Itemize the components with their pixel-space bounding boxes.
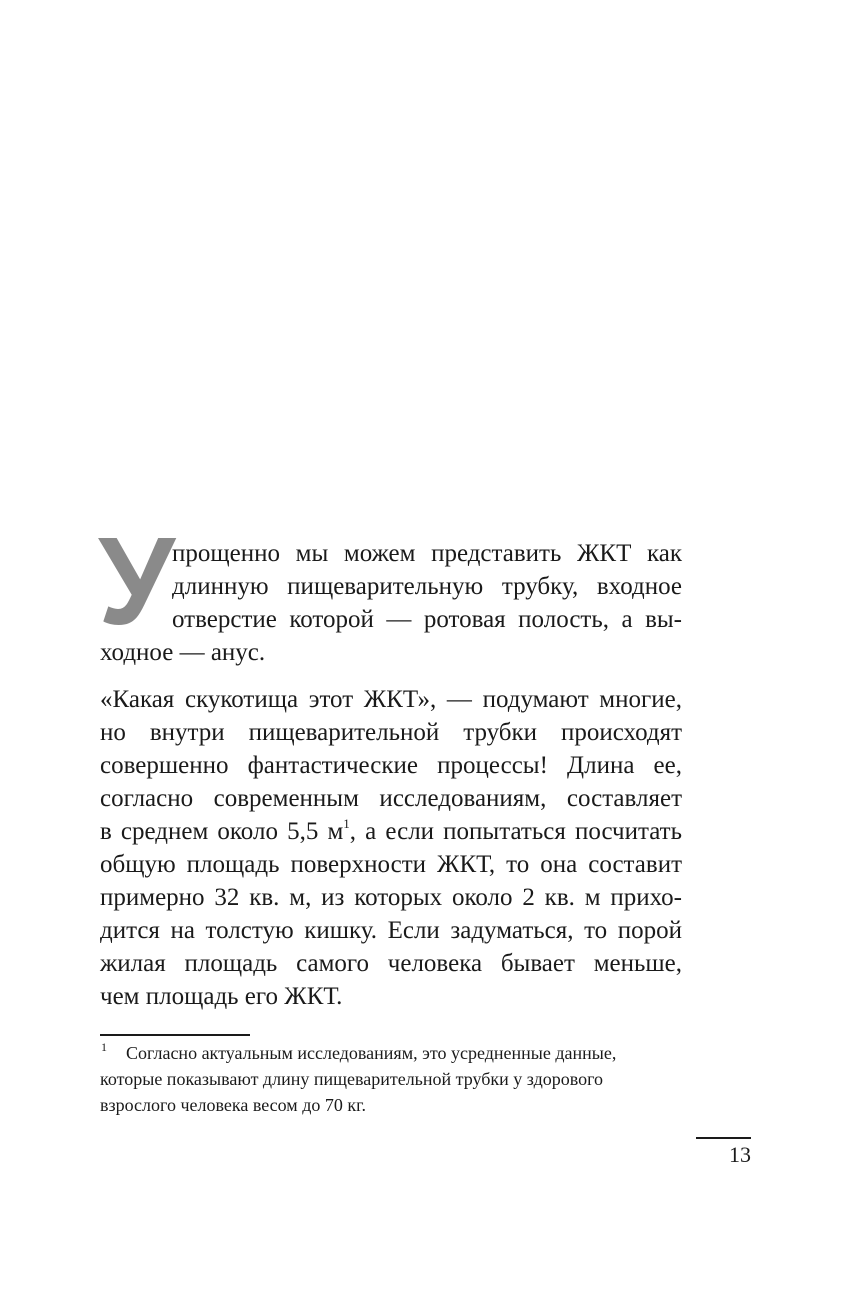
text-line: прощенно мы можем представить ЖКТ как bbox=[172, 540, 682, 567]
page-number: 13 bbox=[729, 1142, 751, 1167]
text-line: общую площадь поверхности ЖКТ, то она составит bbox=[100, 851, 682, 878]
text-line: жилая площадь самого человека бывает меньше, bbox=[100, 950, 682, 977]
text-fragment: , а если попытаться посчитать bbox=[349, 818, 683, 845]
footnote-line: которые показывают длину пищеварительной трубки у здорового bbox=[100, 1069, 604, 1089]
text-line: чем площадь его ЖКТ. bbox=[100, 983, 343, 1010]
text-line: примерно 32 кв. м, из которых около 2 кв. м прихо- bbox=[100, 884, 682, 911]
text-line: ходное — анус. bbox=[100, 639, 266, 666]
footnote-reference[interactable]: 1 bbox=[343, 816, 350, 831]
text-line bbox=[100, 815, 682, 848]
text-line: совершенно фантастические процессы! Длина ее, bbox=[100, 752, 682, 779]
text-line: но внутри пищеварительной трубки происходят bbox=[100, 719, 682, 746]
drop-cap: У bbox=[98, 513, 176, 651]
text-fragment: в среднем около 5,5 м bbox=[100, 818, 344, 845]
footnote-divider bbox=[100, 1034, 250, 1036]
text-line: отверстие которой — ротовая полость, а вы- bbox=[172, 606, 682, 633]
page-number-rule bbox=[696, 1137, 751, 1139]
footnote-line: Согласно актуальным исследованиям, это усредненные данные, bbox=[126, 1043, 617, 1063]
text-line: длинную пищеварительную трубку, входное bbox=[172, 573, 682, 600]
text-line: согласно современным исследованиям, составляет bbox=[100, 785, 682, 812]
text-line: «Какая скукотища этот ЖКТ», — подумают многие, bbox=[100, 686, 682, 713]
text-line: дится на толстую кишку. Если задуматься, то порой bbox=[100, 917, 682, 944]
footnote-marker: 1 bbox=[101, 1040, 107, 1054]
footnote-line: взрослого человека весом до 70 кг. bbox=[100, 1095, 366, 1115]
